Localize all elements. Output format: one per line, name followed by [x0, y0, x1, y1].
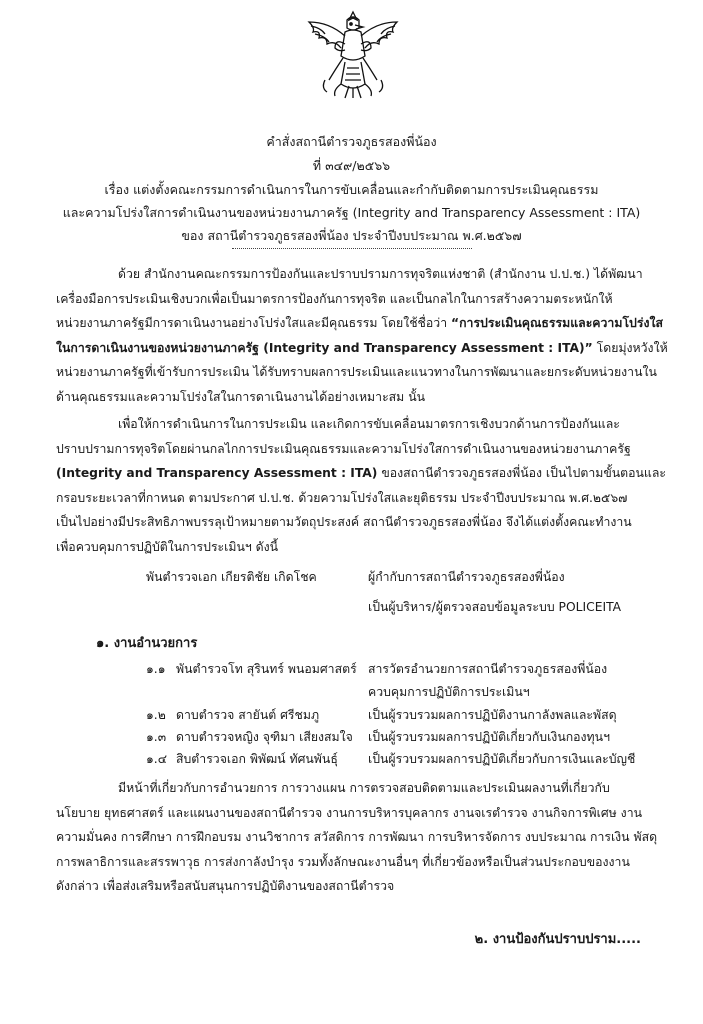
- member-name: ดาบตำรวจ สายันต์ ศรีชมภู: [176, 708, 320, 722]
- member-role: สารวัตรอำนวยการสถานีตำรวจภูธรสองพี่น้อง: [368, 662, 608, 676]
- subject-line-2: และความโปร่งใสการดำเนินงานของหน่วยงานภาครัฐ (Integrity and Transparency Assessment : ITA): [62, 205, 641, 220]
- member-number: ๑.๓: [146, 730, 167, 744]
- member-role: เป็นผู้รวบรวมผลการปฏิบัติเกี่ยวกับเงินกองทุนฯ: [368, 730, 610, 744]
- member-role-2: ควบคุมการปฏิบัติการประเมินฯ: [368, 685, 530, 699]
- order-number: ที่ ๓๔๙/๒๕๖๖: [312, 158, 391, 173]
- section-1-heading: ๑. งานอำนวยการ: [96, 636, 198, 651]
- member-name: พันตำรวจโท สุรินทร์ พนอมศาสตร์: [176, 662, 357, 676]
- chief-role: ผู้กำกับการสถานีตำรวจภูธรสองพี่น้อง: [368, 570, 565, 584]
- chief-role-2: เป็นผู้บริหาร/ผู้ตรวจสอบข้อมูลระบบ POLICEITA: [368, 600, 622, 614]
- purpose-paragraph: เพื่อให้การดำเนินการในการประเมิน และเกิดการขับเคลื่อนมาตรการเชิงบวกด้านการป้องกันและ ปราบปรามการทุจริตโดยผ่านกลไกการประเมินคุณธรรมและความโปร่งใสการดำเนินงานของหน่วยงานภาครัฐ (Integrity and Transparency Assessment : ITA) ของสถานีตำรวจภูธรสองพี่น้อง เป็นไปตามขั้นตอนและ กรอบระยะเวลาที่กาหนด ตามประกาศ ป.ป.ช. ด้วยความโปร่งใสและยุติธรรม ประจำปีงบประมาณ พ.ศ.๒๕๖๗ เป็นไปอย่างมีประสิทธิภาพบรรลุเป้าหมายตามวัตถุประสงค์ สถานีตำรวจภูธรสองพี่น้อง จึงได้แต่งตั้งคณะทำงาน เพื่อควบคุมการปฏิบัติในการประเมินฯ ดังนี้: [56, 417, 666, 554]
- subject-line-3: ของ สถานีตำรวจภูธรสองพี่น้อง ประจำปีงบประมาณ พ.ศ.๒๕๖๗: [181, 228, 522, 243]
- intro-paragraph: ด้วย สำนักงานคณะกรรมการป้องกันและปราบปรามการทุจริตแห่งชาติ (สำนักงาน ป.ป.ช.) ได้พัฒนา เครื่องมือการประเมินเชิงบวกเพื่อเป็นมาตรการป้องกันการทุจริต และเป็นกลไกในการสร้างความตระหนักให้ หน่วยงานภาครัฐมีการดาเนินงานอย่างโปร่งใสและมีคุณธรรม โดยใช้ชื่อว่า “การประเมินคุณธรรมและความโปร่งใส ในการดาเนินงานของหน่วยงานภาครัฐ (Integrity and Transparency Assessment : ITA)” โดยมุ่งหวังให้ หน่วยงานภาครัฐที่เข้ารับการประเมิน ได้รับทราบผลการประเมินและแนวทางในการพัฒนาและยกระดับหน่วยงานใน ด้านคุณธรรมและความโปร่งใสในการดาเนินงานได้อย่างเหมาะสม นั้น: [56, 267, 668, 404]
- dotted-divider: [232, 248, 472, 249]
- continuation-marker: ๒. งานป้องกันปราบปราม.....: [474, 932, 641, 947]
- duties-paragraph: มีหน้าที่เกี่ยวกับการอำนวยการ การวางแผน การตรวจสอบติดตามและประเมินผลงานที่เกี่ยวกับ นโยบาย ยุทธศาสตร์ และแผนงานของสถานีตำรวจ งานการบริหารบุคลากร งานจเรตำรวจ งานกิจการพิเศษ งาน ความมั่นคง การศึกษา การฝึกอบรม งานวิชาการ สวัสดิการ การพัฒนา การบริหารจัดการ งบประมาณ การเงิน พัสดุ การพลาธิการและสรรพาวุธ การส่งกาลังบำรุง รวมทั้งลักษณะงานอื่นๆ ที่เกี่ยวข้องหรือเป็นส่วนประกอบของงาน ดังกล่าว เพื่อส่งเสริมหรือสนับสนุนการปฏิบัติงานของสถานีตำรวจ: [56, 781, 658, 893]
- member-number: ๑.๔: [146, 752, 168, 766]
- member-number: ๑.๑: [146, 662, 166, 676]
- chief-name: พันตำรวจเอก เกียรติชัย เกิดโชค: [146, 570, 317, 584]
- member-name: สิบตำรวจเอก พิพัฒน์ ทัศนพันธุ์: [176, 752, 338, 766]
- member-name: ดาบตำรวจหญิง จุฑิมา เสียงสมใจ: [176, 730, 353, 744]
- subject-line-1: เรื่อง แต่งตั้งคณะกรรมการดำเนินการในการขับเคลื่อนและกำกับติดตามการประเมินคุณธรรม: [104, 182, 599, 197]
- garuda-emblem-icon: [305, 8, 401, 100]
- member-role: เป็นผู้รวบรวมผลการปฏิบัติเกี่ยวกับการเงินและบัญชี: [368, 752, 636, 766]
- member-role: เป็นผู้รวบรวมผลการปฏิบัติงานกาลังพลและพัสดุ: [368, 708, 617, 722]
- order-title: คำสั่งสถานีตำรวจภูธรสองพี่น้อง: [266, 134, 437, 149]
- member-number: ๑.๒: [146, 708, 166, 722]
